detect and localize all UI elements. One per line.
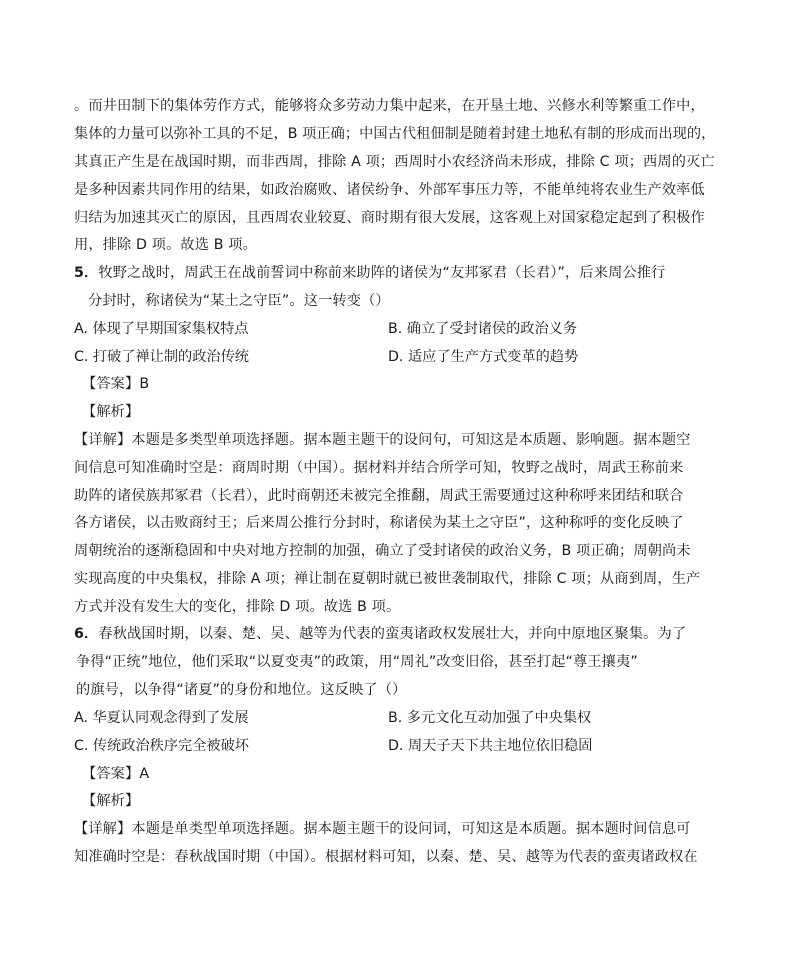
q6-answer-value: A [139,766,150,782]
q6-detail-text-1: 本题是单类型单项选择题。据本题主题干的设问词，可知这是本质题。据本题时间信息可 [131,821,691,837]
q6-stem-line-3: 的旗号，以争得“诸夏”的身份和地位。这反映了（） [76,682,407,698]
q5-stem-text-1: 牧野之战时，周武王在战前誓词中称前来助阵的诸侯为“友邦冢君（长君）”，后来周公推行 [98,265,666,281]
q6-option-d: D. 周天子天下共主地位依旧稳固 [388,738,593,754]
q6-number: 6． [74,626,99,642]
intro-line-2: 集体的力量可以弥补工具的不足，B 项正确；中国古代租佃制是随着封建土地私有制的形成而出现的， [74,126,716,142]
q6-stem-line-2: 争得“正统”地位，他们采取“以夏变夷”的政策，用“周礼”改变旧俗，甚至打起“尊王攘夷” [76,654,638,670]
q6-answer-label: 【答案】 [82,766,140,782]
intro-line-6: 用，排除 D 项。故选 B 项。 [74,237,257,253]
intro-line-3: 其真正产生是在战国时期，而非西周，排除 A 项；西周时小农经济尚未形成，排除 C 项；西周的灭亡 [74,154,715,170]
q6-analysis-label: 【解析】 [82,793,140,809]
q6-detail-line-1 [74,819,691,839]
q6-stem-line-1 [74,624,686,644]
q6-option-c: C. 传统政治秩序完全被破坏 [74,738,249,754]
q5-detail-line-1 [74,430,691,450]
q5-number: 5． [74,265,99,281]
q5-detail-line-6: 实现高度的中央集权，排除 A 项；禅让制在夏朝时就已被世袭制取代，排除 C 项；从商到周，生产 [74,571,701,587]
q5-stem-line-2: 分封时，称诸侯为“某土之守臣”。这一转变（） [88,293,390,309]
q6-detail-label: 【详解】 [74,821,132,837]
q5-stem-line-1 [74,263,665,283]
intro-line-4: 是多种因素共同作用的结果，如政治腐败、诸侯纷争、外部军事压力等，不能单纯将农业生产效率低 [74,182,705,198]
q6-option-a: A. 华夏认同观念得到了发展 [74,710,249,726]
q5-analysis-label: 【解析】 [82,404,140,420]
q5-detail-text-1: 本题是多类型单项选择题。据本题主题干的设问句，可知这是本质题、影响题。据本题空 [131,432,691,448]
q6-answer [82,764,149,784]
q6-stem-text-1: 春秋战国时期，以秦、楚、吴、越等为代表的蛮夷诸政权发展壮大，并向中原地区聚集。为了 [98,626,687,642]
q6-option-b: B. 多元文化互动加强了中央集权 [388,710,592,726]
q5-option-c: C. 打破了禅让制的政治传统 [74,349,249,365]
q5-option-d: D. 适应了生产方式变革的趋势 [388,349,579,365]
q5-detail-line-2: 间信息可知准确时空是：商周时期（中国）。据材料并结合所学可知，牧野之战时，周武王称前来 [74,460,684,476]
q5-option-a: A. 体现了早期国家集权特点 [74,321,249,337]
q5-detail-line-3: 助阵的诸侯族邦冢君（长君），此时商朝还未被完全推翻，周武王需要通过这种称呼来团结和联合 [74,488,684,504]
q5-detail-line-4: 各方诸侯，以击败商纣王；后来周公推行分封时，称诸侯为某土之守臣”，这种称呼的变化反映了 [74,515,684,531]
q5-detail-line-7: 方式并没有发生大的变化，排除 D 项。故选 B 项。 [74,599,401,615]
intro-line-1: 。而井田制下的集体劳作方式，能够将众多劳动力集中起来，在开垦土地、兴修水利等繁重工作中， [74,98,705,114]
q5-option-b: B. 确立了受封诸侯的政治义务 [388,321,578,337]
q5-answer-label: 【答案】 [82,376,140,392]
intro-line-5: 归结为加速其灭亡的原因，且西周农业较夏、商时期有很大发展，这客观上对国家稳定起到了积极作 [74,210,705,226]
q5-detail-label: 【详解】 [74,432,132,448]
q5-answer-value: B [139,376,150,392]
q5-answer [82,374,149,394]
q5-detail-line-5: 周朝统治的逐渐稳固和中央对地方控制的加强，确立了受封诸侯的政治义务，B 项正确；周朝尚未 [74,543,691,559]
q6-detail-line-2: 知准确时空是：春秋战国时期（中国）。根据材料可知，以秦、楚、吴、越等为代表的蛮夷诸政权在 [74,849,698,865]
